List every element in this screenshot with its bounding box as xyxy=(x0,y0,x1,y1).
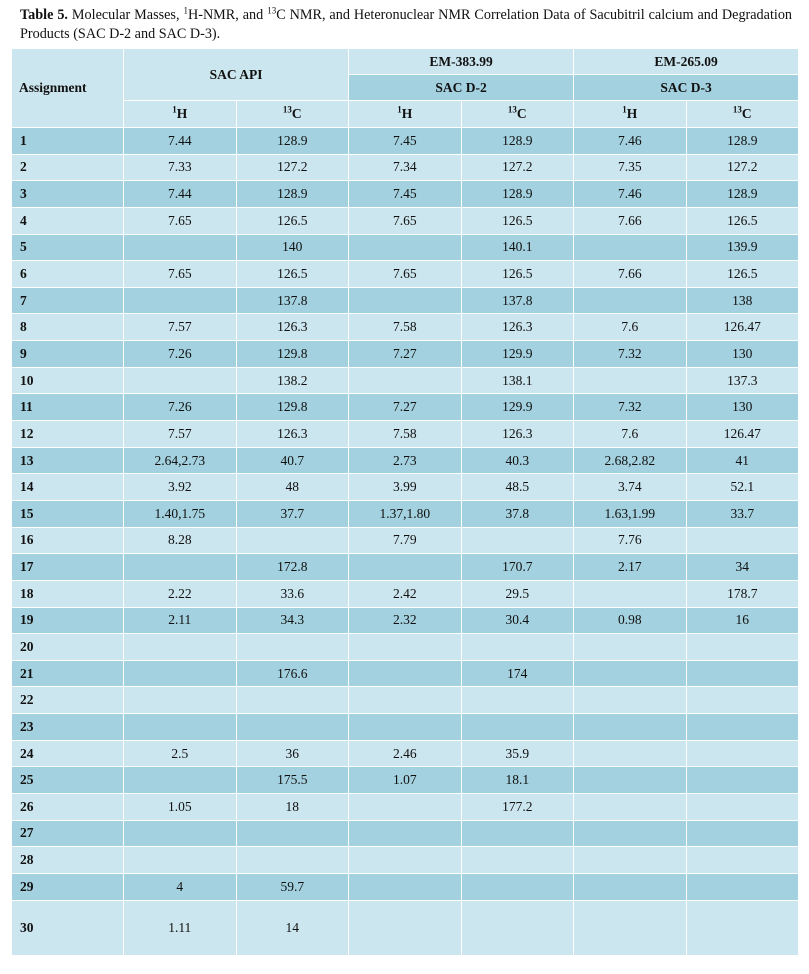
value-cell xyxy=(574,820,687,847)
table-row xyxy=(12,900,799,955)
nucleus-isotope: 13 xyxy=(507,104,517,115)
nucleus-symbol: H xyxy=(176,106,188,121)
value-cell xyxy=(349,234,462,261)
value-cell: 40.7 xyxy=(236,447,349,474)
value-cell: 7.44 xyxy=(124,181,237,208)
value-cell xyxy=(574,687,687,714)
table-row xyxy=(12,367,799,394)
value-cell: 126.5 xyxy=(686,207,799,234)
assignment-cell: 6 xyxy=(12,261,124,288)
value-cell: 7.6 xyxy=(574,314,687,341)
value-cell: 128.9 xyxy=(236,181,349,208)
caption-text-2: H-NMR, and xyxy=(187,7,268,23)
table-row xyxy=(12,234,799,261)
value-cell xyxy=(236,687,349,714)
value-cell: 126.5 xyxy=(686,261,799,288)
value-cell: 129.8 xyxy=(236,341,349,368)
value-cell xyxy=(574,847,687,874)
value-cell: 127.2 xyxy=(236,154,349,181)
value-cell xyxy=(574,367,687,394)
table-row xyxy=(12,207,799,234)
table-row xyxy=(12,128,799,155)
assignment-cell: 20 xyxy=(12,634,124,661)
value-cell: 18.1 xyxy=(461,767,574,794)
assignment-cell: 13 xyxy=(12,447,124,474)
value-cell: 59.7 xyxy=(236,873,349,900)
value-cell: 178.7 xyxy=(686,580,799,607)
value-cell xyxy=(686,873,799,900)
value-cell: 3.74 xyxy=(574,474,687,501)
value-cell: 126.3 xyxy=(461,314,574,341)
table-row xyxy=(12,527,799,554)
value-cell xyxy=(236,634,349,661)
value-cell: 2.22 xyxy=(124,580,237,607)
caption-text-3: C NMR, and Heteronuclear NMR Correlation Data of Sacubitril calcium and Degradation Products (SAC D-2 and SAC D-3). xyxy=(20,7,793,42)
table-row xyxy=(12,714,799,741)
value-cell: 7.27 xyxy=(349,394,462,421)
table-row xyxy=(12,847,799,874)
value-cell: 172.8 xyxy=(236,554,349,581)
assignment-cell: 5 xyxy=(12,234,124,261)
value-cell: 7.79 xyxy=(349,527,462,554)
value-cell xyxy=(686,714,799,741)
value-cell: 2.64,2.73 xyxy=(124,447,237,474)
value-cell: 126.5 xyxy=(236,261,349,288)
nucleus-symbol: C xyxy=(516,106,527,121)
nucleus-symbol: H xyxy=(626,106,638,121)
value-cell: 34 xyxy=(686,554,799,581)
value-cell: 138.2 xyxy=(236,367,349,394)
value-cell: 8.28 xyxy=(124,527,237,554)
value-cell: 126.5 xyxy=(236,207,349,234)
value-cell: 7.76 xyxy=(574,527,687,554)
value-cell: 2.17 xyxy=(574,554,687,581)
value-cell: 7.66 xyxy=(574,207,687,234)
table-row xyxy=(12,740,799,767)
table-row xyxy=(12,660,799,687)
value-cell: 177.2 xyxy=(461,794,574,821)
value-cell xyxy=(574,794,687,821)
assignment-cell: 2 xyxy=(12,154,124,181)
table-row xyxy=(12,873,799,900)
value-cell xyxy=(461,527,574,554)
value-cell xyxy=(236,847,349,874)
value-cell: 41 xyxy=(686,447,799,474)
value-cell: 7.57 xyxy=(124,421,237,448)
value-cell xyxy=(124,714,237,741)
assignment-cell: 24 xyxy=(12,740,124,767)
value-cell: 7.58 xyxy=(349,421,462,448)
value-cell xyxy=(686,794,799,821)
value-cell xyxy=(574,634,687,661)
value-cell: 128.9 xyxy=(461,128,574,155)
value-cell: 7.32 xyxy=(574,394,687,421)
table-row xyxy=(12,607,799,634)
value-cell: 7.33 xyxy=(124,154,237,181)
table-row xyxy=(12,447,799,474)
value-cell: 137.8 xyxy=(236,287,349,314)
value-cell: 7.45 xyxy=(349,181,462,208)
caption-label: Table 5. xyxy=(20,7,68,23)
value-cell: 139.9 xyxy=(686,234,799,261)
value-cell xyxy=(686,847,799,874)
assignment-cell: 28 xyxy=(12,847,124,874)
nucleus-header-13c xyxy=(461,101,574,128)
value-cell: 7.27 xyxy=(349,341,462,368)
value-cell: 7.35 xyxy=(574,154,687,181)
value-cell xyxy=(124,687,237,714)
value-cell: 2.46 xyxy=(349,740,462,767)
value-cell xyxy=(236,714,349,741)
group-header-sac-api: SAC API xyxy=(124,49,349,101)
table-row xyxy=(12,500,799,527)
value-cell: 36 xyxy=(236,740,349,767)
value-cell: 129.9 xyxy=(461,341,574,368)
value-cell: 4 xyxy=(124,873,237,900)
value-cell: 2.68,2.82 xyxy=(574,447,687,474)
value-cell: 2.5 xyxy=(124,740,237,767)
assignment-cell: 19 xyxy=(12,607,124,634)
value-cell: 37.8 xyxy=(461,500,574,527)
value-cell: 37.7 xyxy=(236,500,349,527)
table-row xyxy=(12,634,799,661)
value-cell: 16 xyxy=(686,607,799,634)
value-cell: 34.3 xyxy=(236,607,349,634)
value-cell: 137.3 xyxy=(686,367,799,394)
nucleus-header-1h xyxy=(349,101,462,128)
value-cell: 35.9 xyxy=(461,740,574,767)
nucleus-isotope: 1 xyxy=(622,104,627,115)
value-cell: 7.57 xyxy=(124,314,237,341)
assignment-cell: 29 xyxy=(12,873,124,900)
value-cell xyxy=(574,287,687,314)
table-row xyxy=(12,314,799,341)
assignment-cell: 8 xyxy=(12,314,124,341)
value-cell xyxy=(461,847,574,874)
caption-sup-h: 1 xyxy=(183,5,188,16)
value-cell xyxy=(461,687,574,714)
assignment-cell: 16 xyxy=(12,527,124,554)
nucleus-isotope: 1 xyxy=(172,104,177,115)
value-cell: 128.9 xyxy=(236,128,349,155)
value-cell xyxy=(686,687,799,714)
value-cell xyxy=(124,847,237,874)
assignment-cell: 25 xyxy=(12,767,124,794)
value-cell: 30.4 xyxy=(461,607,574,634)
value-cell xyxy=(574,873,687,900)
value-cell: 126.3 xyxy=(236,421,349,448)
value-cell: 1.07 xyxy=(349,767,462,794)
assignment-cell: 22 xyxy=(12,687,124,714)
group-header-em-383: EM-383.99 xyxy=(349,49,574,75)
table-row xyxy=(12,794,799,821)
assignment-header: Assignment xyxy=(12,49,124,128)
nucleus-header-13c xyxy=(236,101,349,128)
value-cell xyxy=(686,740,799,767)
value-cell xyxy=(349,900,462,955)
table-row xyxy=(12,154,799,181)
value-cell xyxy=(349,794,462,821)
value-cell: 33.7 xyxy=(686,500,799,527)
assignment-cell: 26 xyxy=(12,794,124,821)
value-cell xyxy=(124,634,237,661)
value-cell: 126.3 xyxy=(236,314,349,341)
value-cell xyxy=(461,873,574,900)
value-cell: 7.32 xyxy=(574,341,687,368)
table-caption xyxy=(20,6,792,44)
value-cell: 127.2 xyxy=(686,154,799,181)
value-cell xyxy=(349,367,462,394)
value-cell xyxy=(124,234,237,261)
nucleus-header-1h xyxy=(574,101,687,128)
subgroup-header-sac-d3: SAC D-3 xyxy=(574,75,799,101)
table-row xyxy=(12,181,799,208)
value-cell: 126.47 xyxy=(686,314,799,341)
assignment-cell: 4 xyxy=(12,207,124,234)
value-cell: 18 xyxy=(236,794,349,821)
value-cell xyxy=(461,900,574,955)
value-cell: 3.92 xyxy=(124,474,237,501)
assignment-cell: 12 xyxy=(12,421,124,448)
value-cell xyxy=(349,873,462,900)
value-cell: 3.99 xyxy=(349,474,462,501)
nmr-data-table xyxy=(11,48,799,956)
value-cell xyxy=(574,900,687,955)
table-row xyxy=(12,287,799,314)
value-cell: 1.63,1.99 xyxy=(574,500,687,527)
caption-sup-c: 13 xyxy=(267,5,277,16)
value-cell: 137.8 xyxy=(461,287,574,314)
table-row xyxy=(12,554,799,581)
value-cell: 138.1 xyxy=(461,367,574,394)
value-cell: 175.5 xyxy=(236,767,349,794)
value-cell xyxy=(686,767,799,794)
value-cell: 2.32 xyxy=(349,607,462,634)
table-row xyxy=(12,421,799,448)
value-cell: 7.58 xyxy=(349,314,462,341)
value-cell xyxy=(124,767,237,794)
value-cell: 130 xyxy=(686,394,799,421)
value-cell xyxy=(461,820,574,847)
value-cell: 128.9 xyxy=(461,181,574,208)
table-row xyxy=(12,474,799,501)
value-cell: 126.47 xyxy=(686,421,799,448)
value-cell xyxy=(686,660,799,687)
value-cell: 140.1 xyxy=(461,234,574,261)
assignment-cell: 14 xyxy=(12,474,124,501)
value-cell: 1.37,1.80 xyxy=(349,500,462,527)
value-cell: 126.5 xyxy=(461,261,574,288)
value-cell xyxy=(574,580,687,607)
nucleus-header-13c xyxy=(686,101,799,128)
assignment-cell: 11 xyxy=(12,394,124,421)
value-cell: 174 xyxy=(461,660,574,687)
value-cell xyxy=(686,820,799,847)
value-cell xyxy=(236,820,349,847)
value-cell xyxy=(574,767,687,794)
assignment-cell: 10 xyxy=(12,367,124,394)
nucleus-symbol: C xyxy=(291,106,302,121)
value-cell xyxy=(349,687,462,714)
value-cell: 1.05 xyxy=(124,794,237,821)
value-cell: 130 xyxy=(686,341,799,368)
group-header-em-265: EM-265.09 xyxy=(574,49,799,75)
value-cell xyxy=(124,287,237,314)
value-cell xyxy=(124,367,237,394)
value-cell xyxy=(574,234,687,261)
value-cell xyxy=(124,820,237,847)
value-cell xyxy=(574,660,687,687)
value-cell xyxy=(349,554,462,581)
assignment-cell: 15 xyxy=(12,500,124,527)
value-cell: 7.66 xyxy=(574,261,687,288)
value-cell xyxy=(349,634,462,661)
value-cell: 33.6 xyxy=(236,580,349,607)
value-cell: 176.6 xyxy=(236,660,349,687)
value-cell: 170.7 xyxy=(461,554,574,581)
assignment-cell: 18 xyxy=(12,580,124,607)
assignment-cell: 30 xyxy=(12,900,124,955)
value-cell: 2.11 xyxy=(124,607,237,634)
value-cell: 127.2 xyxy=(461,154,574,181)
value-cell xyxy=(574,740,687,767)
value-cell: 29.5 xyxy=(461,580,574,607)
value-cell xyxy=(236,527,349,554)
value-cell: 126.3 xyxy=(461,421,574,448)
value-cell: 128.9 xyxy=(686,128,799,155)
value-cell: 7.26 xyxy=(124,341,237,368)
assignment-cell: 7 xyxy=(12,287,124,314)
value-cell: 138 xyxy=(686,287,799,314)
value-cell: 1.11 xyxy=(124,900,237,955)
assignment-cell: 9 xyxy=(12,341,124,368)
value-cell: 129.9 xyxy=(461,394,574,421)
value-cell: 48.5 xyxy=(461,474,574,501)
value-cell xyxy=(686,527,799,554)
value-cell: 7.46 xyxy=(574,181,687,208)
value-cell: 129.8 xyxy=(236,394,349,421)
value-cell xyxy=(349,847,462,874)
value-cell xyxy=(686,900,799,955)
table-row xyxy=(12,394,799,421)
assignment-cell: 3 xyxy=(12,181,124,208)
value-cell: 52.1 xyxy=(686,474,799,501)
nucleus-header-1h xyxy=(124,101,237,128)
value-cell: 7.65 xyxy=(124,261,237,288)
value-cell: 7.65 xyxy=(349,207,462,234)
nucleus-symbol: H xyxy=(401,106,413,121)
value-cell xyxy=(686,634,799,661)
value-cell xyxy=(349,287,462,314)
value-cell: 126.5 xyxy=(461,207,574,234)
value-cell: 7.26 xyxy=(124,394,237,421)
value-cell: 128.9 xyxy=(686,181,799,208)
value-cell: 1.40,1.75 xyxy=(124,500,237,527)
value-cell xyxy=(461,634,574,661)
value-cell: 7.34 xyxy=(349,154,462,181)
table-row xyxy=(12,580,799,607)
assignment-cell: 21 xyxy=(12,660,124,687)
nucleus-symbol: C xyxy=(741,106,752,121)
value-cell: 7.45 xyxy=(349,128,462,155)
table-body xyxy=(12,128,799,956)
subgroup-header-sac-d2: SAC D-2 xyxy=(349,75,574,101)
value-cell xyxy=(124,660,237,687)
value-cell: 48 xyxy=(236,474,349,501)
table-row xyxy=(12,261,799,288)
value-cell: 2.73 xyxy=(349,447,462,474)
value-cell xyxy=(349,714,462,741)
value-cell xyxy=(124,554,237,581)
table-row xyxy=(12,341,799,368)
table-row xyxy=(12,687,799,714)
caption-text-1: Molecular Masses, xyxy=(67,7,184,23)
value-cell: 7.46 xyxy=(574,128,687,155)
value-cell: 14 xyxy=(236,900,349,955)
assignment-cell: 23 xyxy=(12,714,124,741)
assignment-cell: 1 xyxy=(12,128,124,155)
value-cell: 7.65 xyxy=(124,207,237,234)
value-cell xyxy=(349,820,462,847)
nucleus-isotope: 1 xyxy=(397,104,402,115)
assignment-cell: 17 xyxy=(12,554,124,581)
value-cell: 0.98 xyxy=(574,607,687,634)
value-cell: 140 xyxy=(236,234,349,261)
table-row xyxy=(12,767,799,794)
value-cell: 7.44 xyxy=(124,128,237,155)
nucleus-isotope: 13 xyxy=(282,104,292,115)
value-cell: 40.3 xyxy=(461,447,574,474)
table-row xyxy=(12,820,799,847)
value-cell xyxy=(574,714,687,741)
value-cell: 7.65 xyxy=(349,261,462,288)
value-cell xyxy=(461,714,574,741)
value-cell xyxy=(349,660,462,687)
value-cell: 2.42 xyxy=(349,580,462,607)
assignment-cell: 27 xyxy=(12,820,124,847)
value-cell: 7.6 xyxy=(574,421,687,448)
nucleus-isotope: 13 xyxy=(732,104,742,115)
